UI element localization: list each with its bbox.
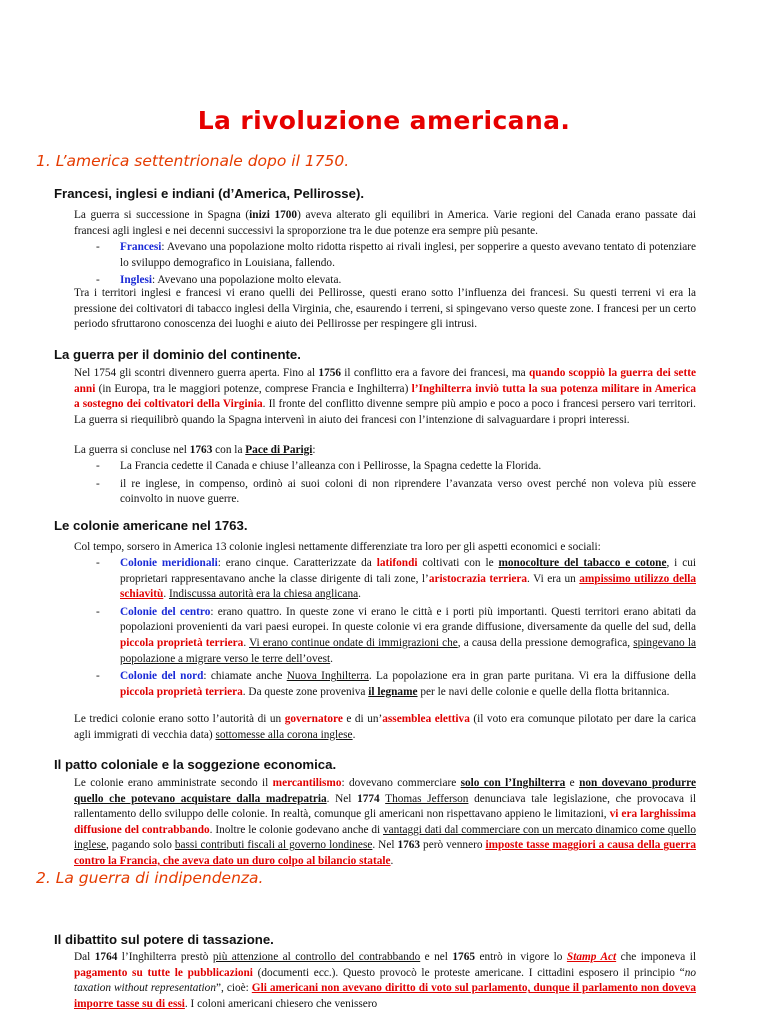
list-item: - Inglesi: Avevano una popolazione molto elevata. [96,274,342,287]
list-item: - Francesi: Avevano una popolazione molto ridotta rispetto ai rivali inglesi, per sopperire a questo avevano tentato di potenziare lo sviluppo demografico in Louisiana, fallendo. [96,241,696,269]
paragraph: Col tempo, sorsero in America 13 colonie inglesi nettamente differenziate tra loro per gli aspetti economici e sociali: [74,541,601,553]
paragraph: La guerra si successione in Spagna (inizi 1700) aveva alterato gli equilibri in America. Varie regioni del Canada erano passate dai francesi agli inglesi e nei decenni successivi la sproporzione tra le due potenze era sempre più pesante. [74,209,696,237]
list-item: - La Francia cedette il Canada e chiuse l’alleanza con i Pellirosse, la Spagna cedette la Florida. [96,460,542,472]
list-item: - il re inglese, in compenso, ordinò ai suoi coloni di non riprendere l’avanzata verso ovest perché non voleva più essere coinvolto in nuove guerre. [96,477,696,506]
bullet-list [96,240,696,289]
page-title: La rivoluzione americana. [197,106,571,135]
paragraph: Nel 1754 gli scontri divennero guerra aperta. Fino al 1756 il conflitto era a favore dei francesi, ma quando scoppiò la guerra dei sette anni (in Europa, tra le maggiori potenze, comprese Francia e Inghilterra) l’Inghilterra inviò tutta la sua potenza militare in America a sostegno dei coltivatori della Virginia. Il fronte del conflitto divenne sempre più ampio e poco a poco i francesi persero vari territori. La guerra si riequilibrò quando la Spagna intervenì in aiuto dei francesi con l’intenzione di salvaguardare i propri interessi. [74,367,696,426]
paragraph: Le tredici colonie erano sotto l’autorità di un governatore e di un’assemblea elettiva (il voto era comunque pilotato per dare la carica agli immigrati di vecchia data) sottomesse alla corona inglese. [74,713,696,741]
list-item: - Colonie meridionali: erano cinque. Caratterizzate da latifondi coltivati con le monocolture del tabacco e cotone, i cui proprietari rappresentavano anche la classe dirigente di tali zone, l’aristocrazia terriera. Vi era un ampissimo utilizzo della schiavitù. Indiscussa autorità era la chiesa anglicana. [96,557,697,601]
subsection-heading-francesi-inglesi: Francesi, inglesi e indiani (d’America, Pellirosse). [54,186,365,201]
paragraph: La guerra si concluse nel 1763 con la Pace di Parigi: [74,444,316,456]
section-heading-1: 1. L’america settentrionale dopo il 1750. [36,152,350,170]
bullet-list [96,556,696,700]
list-item: - Colonie del centro: erano quattro. In queste zone vi erano le città e i porti più importanti. Questi territori erano abitati da popolazioni provenienti da vari paesi europei. In queste colonie vi era grande diffusione, diversamente da quelle del sud, della piccola proprietà terriera. Vi erano continue ondate di immigrazioni che, a causa della pressione demografica, spingevano la popolazione a migrare verso le terre dell’ovest. [96,605,696,665]
paragraph: Tra i territori inglesi e francesi vi erano quelli dei Pellirosse, questi erano sotto l’influenza dei francesi. Su questi terreni vi era la pressione dei coltivatori di tabacco inglesi della Virginia, che, esaurendo i terreni, si spingevano verso queste zone. I francesi per un certo periodo sfruttarono conoscenza dei luoghi e aiuto dei Pellirosse per respingere gli intrusi. [74,287,696,331]
subsection-heading-colonie: Le colonie americane nel 1763. [54,518,248,533]
paragraph: Dal 1764 l’Inghilterra prestò più attenzione al controllo del contrabbando e nel 1765 entrò in vigore lo Stamp Act che imponeva il pagamento su tutte le pubblicazioni (documenti ecc.). Questo provocò le proteste americane. I cittadini esposero il principio “no taxation without representation”, cioè: Gli americani non avevano diritto di voto sul parlamento, dunque il parlamento non doveva imporre tasse su di essi. I coloni americani chiesero che venissero [74,951,696,1010]
paragraph: Le colonie erano amministrate secondo il mercantilismo: dovevano commerciare solo con l’Inghilterra e non dovevano produrre quello che potevano acquistare dalla madrepatria. Nel 1774 Thomas Jefferson denunciava tale legislazione, che provocava il rallentamento dello sviluppo delle colonie. In realtà, comunque gli americani non rispettavano appieno le limitazioni, vi era larghissima diffusione del contrabbando. Inoltre le colonie godevano anche di vantaggi dati dal commerciare con un mercato dinamico come quello inglese, pagando solo bassi contributi fiscali al governo londinese. Nel 1763 però vennero imposte tasse maggiori a causa della guerra contro la Francia, che aveva dato un duro colpo al bilancio statale. [74,777,697,867]
bullet-list [96,459,696,508]
section-heading-2: 2. La guerra di indipendenza. [36,869,264,887]
subsection-heading-tassazione: Il dibattito sul potere di tassazione. [54,932,274,947]
subsection-heading-guerra-dominio: La guerra per il dominio del continente. [54,347,301,362]
subsection-heading-patto-coloniale: Il patto coloniale e la soggezione economica. [54,757,337,772]
list-item: - Colonie del nord: chiamate anche Nuova Inghilterra. La popolazione era in gran parte puritana. Vi era la diffusione della piccola proprietà terriera. Da queste zone proveniva il legname per le navi delle colonie e quelle della flotta britannica. [96,670,697,698]
